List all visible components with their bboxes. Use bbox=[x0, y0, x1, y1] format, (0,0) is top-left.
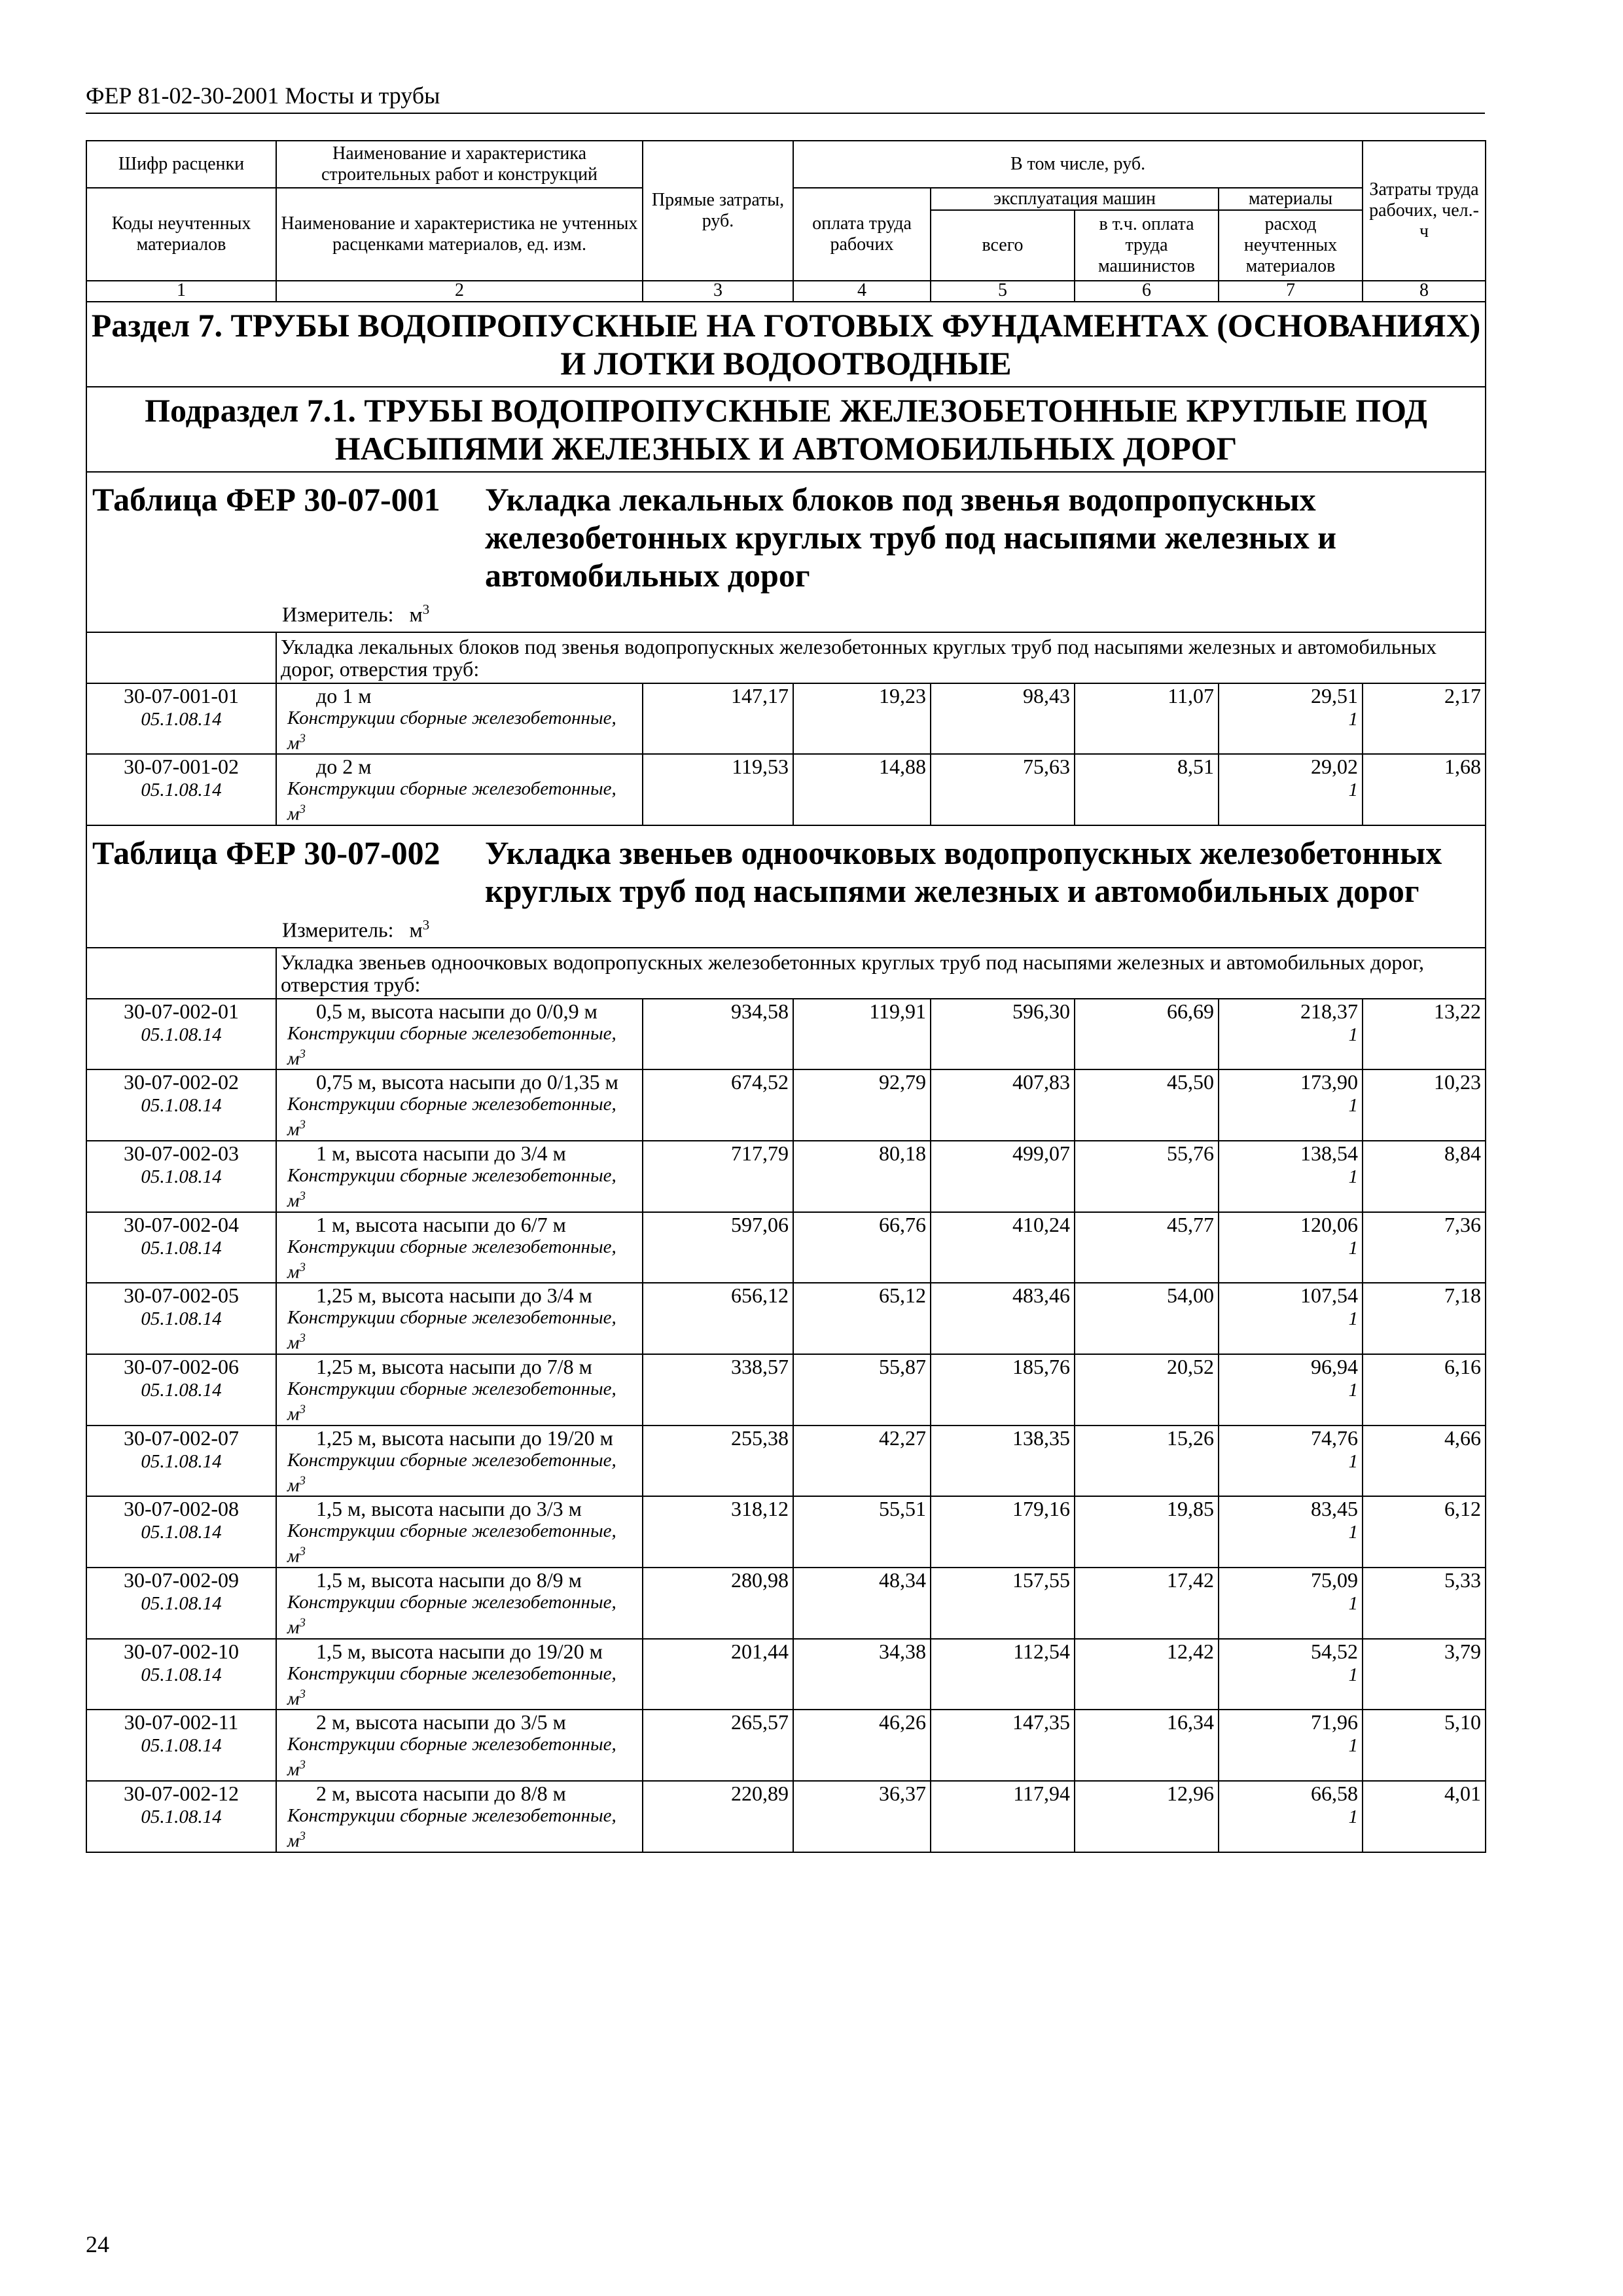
machinist-pay: 12,42 bbox=[1075, 1639, 1219, 1710]
work-name: 1,25 м, высота насыпи до 3/4 м bbox=[316, 1283, 592, 1308]
labor-hours: 7,36 bbox=[1363, 1212, 1486, 1283]
machine-ops-total: 112,54 bbox=[931, 1639, 1075, 1710]
material-name-text: Конструкции сборные железобетонные, м bbox=[287, 1022, 616, 1069]
rate-code: 30-07-002-03 bbox=[124, 1141, 239, 1165]
code-cell bbox=[86, 999, 276, 1070]
rate-code: 30-07-002-11 bbox=[124, 1710, 239, 1734]
materials-cost: 29,02 bbox=[1311, 755, 1359, 779]
rate-code: 30-07-002-06 bbox=[124, 1354, 239, 1378]
material-name-text: Конструкции сборные железобетонные, м bbox=[287, 1804, 616, 1852]
direct-costs: 597,06 bbox=[643, 1212, 793, 1283]
unit-line bbox=[282, 912, 1480, 943]
labor-pay: 65,12 bbox=[793, 1283, 931, 1354]
name-cell bbox=[276, 1069, 643, 1141]
material-unit-sup: 3 bbox=[299, 1402, 306, 1416]
subsection-title: Подраздел 7.1. ТРУБЫ ВОДОПРОПУСКНЫЕ ЖЕЛЕЗОБЕТОННЫЕ КРУГЛЫЕ ПОД НАСЫПЯМИ ЖЕЛЕЗНЫХ И АВТОМОБИЛЬНЫХ ДОРОГ bbox=[86, 387, 1486, 472]
code-cell bbox=[86, 1426, 276, 1497]
name-cell bbox=[276, 1639, 643, 1710]
materials-cost: 66,58 bbox=[1311, 1781, 1359, 1805]
running-header: ФЕР 81-02-30-2001 Мосты и трубы bbox=[86, 81, 1485, 114]
col-number: 2 bbox=[276, 281, 643, 302]
direct-costs: 717,79 bbox=[643, 1141, 793, 1212]
materials-cell bbox=[1219, 1283, 1363, 1354]
code-cell bbox=[86, 1496, 276, 1568]
materials-cost: 75,09 bbox=[1311, 1568, 1359, 1592]
material-code: 05.1.08.14 bbox=[141, 1522, 222, 1543]
material-unit-sup: 3 bbox=[299, 1687, 306, 1701]
material-name bbox=[287, 708, 638, 754]
unit-value: м bbox=[409, 918, 423, 942]
materials-cost: 120,06 bbox=[1300, 1212, 1359, 1236]
table-code: Таблица ФЕР 30-07-002 bbox=[92, 834, 440, 871]
name-cell bbox=[276, 683, 643, 755]
labor-hours: 4,66 bbox=[1363, 1426, 1486, 1497]
material-code: 05.1.08.14 bbox=[141, 1095, 222, 1117]
material-unit-sup: 3 bbox=[299, 1545, 306, 1559]
machine-ops-total: 98,43 bbox=[931, 683, 1075, 755]
materials-cost: 71,96 bbox=[1311, 1710, 1359, 1734]
labor-pay: 92,79 bbox=[793, 1069, 931, 1141]
material-name bbox=[287, 1520, 638, 1567]
rate-code: 30-07-001-02 bbox=[124, 755, 239, 779]
unaccounted-qty: 1 bbox=[1348, 1308, 1359, 1330]
name-cell bbox=[276, 1141, 643, 1212]
material-code: 05.1.08.14 bbox=[141, 1592, 222, 1614]
labor-hours: 2,17 bbox=[1363, 683, 1486, 755]
labor-hours: 5,33 bbox=[1363, 1568, 1486, 1639]
materials-cell bbox=[1219, 1710, 1363, 1781]
labor-hours: 1,68 bbox=[1363, 754, 1486, 825]
code-cell bbox=[86, 1141, 276, 1212]
direct-costs: 147,17 bbox=[643, 683, 793, 755]
material-unit-sup: 3 bbox=[299, 1047, 306, 1061]
materials-cost: 138,54 bbox=[1300, 1141, 1359, 1165]
unaccounted-qty: 1 bbox=[1348, 780, 1359, 801]
machinist-pay: 11,07 bbox=[1075, 683, 1219, 755]
material-name bbox=[287, 1094, 638, 1140]
material-name-text: Конструкции сборные железобетонные, м bbox=[287, 1094, 616, 1140]
work-name: 1,25 м, высота насыпи до 7/8 м bbox=[316, 1354, 592, 1378]
material-name bbox=[287, 778, 638, 825]
material-name-text: Конструкции сборные железобетонные, м bbox=[287, 1520, 616, 1567]
table-row bbox=[86, 1781, 1486, 1852]
labor-pay: 66,76 bbox=[793, 1212, 931, 1283]
materials-cell bbox=[1219, 1354, 1363, 1426]
direct-costs: 119,53 bbox=[643, 754, 793, 825]
machine-ops-total: 596,30 bbox=[931, 999, 1075, 1070]
material-unit-sup: 3 bbox=[299, 1189, 306, 1203]
machinist-pay: 12,96 bbox=[1075, 1781, 1219, 1852]
code-cell bbox=[86, 754, 276, 825]
col-number: 7 bbox=[1219, 281, 1363, 302]
materials-cell bbox=[1219, 683, 1363, 755]
code-cell bbox=[86, 1212, 276, 1283]
materials-cell bbox=[1219, 999, 1363, 1070]
col-number: 4 bbox=[793, 281, 931, 302]
material-name-text: Конструкции сборные железобетонные, м bbox=[287, 1164, 616, 1211]
machinist-pay: 19,85 bbox=[1075, 1496, 1219, 1568]
col-number: 6 bbox=[1075, 281, 1219, 302]
material-code: 05.1.08.14 bbox=[141, 1735, 222, 1757]
work-name: 0,5 м, высота насыпи до 0/0,9 м bbox=[316, 999, 597, 1023]
col-number: 5 bbox=[931, 281, 1075, 302]
machine-ops-total: 499,07 bbox=[931, 1141, 1075, 1212]
labor-pay: 80,18 bbox=[793, 1141, 931, 1212]
labor-hours: 8,84 bbox=[1363, 1141, 1486, 1212]
machinist-pay: 54,00 bbox=[1075, 1283, 1219, 1354]
col-number: 1 bbox=[86, 281, 276, 302]
code-cell bbox=[86, 1568, 276, 1639]
material-name bbox=[287, 1805, 638, 1852]
unaccounted-qty: 1 bbox=[1348, 1522, 1359, 1543]
head-including: В том числе, руб. bbox=[793, 141, 1363, 188]
material-name bbox=[287, 1378, 638, 1425]
head-code: Шифр расценки bbox=[86, 141, 276, 188]
name-cell bbox=[276, 1212, 643, 1283]
table-row bbox=[86, 1639, 1486, 1710]
table-row bbox=[86, 1069, 1486, 1141]
materials-cost: 74,76 bbox=[1311, 1426, 1359, 1450]
head-machine-ops: эксплуатация машин bbox=[931, 188, 1219, 210]
head-labor-pay: оплата труда рабочих bbox=[793, 188, 931, 281]
materials-cost: 218,37 bbox=[1300, 999, 1359, 1023]
material-unit-sup: 3 bbox=[299, 1615, 306, 1630]
head-direct: Прямые затраты, руб. bbox=[643, 141, 793, 281]
machine-ops-total: 157,55 bbox=[931, 1568, 1075, 1639]
unaccounted-qty: 1 bbox=[1348, 1024, 1359, 1045]
work-name: 0,75 м, высота насыпи до 0/1,35 м bbox=[316, 1070, 618, 1094]
table-row bbox=[86, 1710, 1486, 1781]
work-name: 2 м, высота насыпи до 8/8 м bbox=[316, 1781, 566, 1805]
labor-pay: 46,26 bbox=[793, 1710, 931, 1781]
rate-code: 30-07-002-07 bbox=[124, 1426, 239, 1450]
machinist-pay: 55,76 bbox=[1075, 1141, 1219, 1212]
material-code: 05.1.08.14 bbox=[141, 1308, 222, 1330]
code-cell bbox=[86, 1710, 276, 1781]
unit-value: м bbox=[409, 602, 423, 626]
code-cell bbox=[86, 1283, 276, 1354]
work-name: до 1 м bbox=[316, 683, 372, 708]
head-total: всего bbox=[931, 210, 1075, 281]
material-unit-sup: 3 bbox=[299, 1331, 306, 1346]
machinist-pay: 66,69 bbox=[1075, 999, 1219, 1070]
material-name-text: Конструкции сборные железобетонные, м bbox=[287, 1662, 616, 1710]
name-cell bbox=[276, 1568, 643, 1639]
machinist-pay: 45,50 bbox=[1075, 1069, 1219, 1141]
rate-code: 30-07-002-01 bbox=[124, 999, 239, 1023]
name-cell bbox=[276, 1496, 643, 1568]
name-cell bbox=[276, 1426, 643, 1497]
intro-spacer bbox=[86, 632, 276, 683]
materials-cost: 29,51 bbox=[1311, 683, 1359, 708]
labor-hours: 13,22 bbox=[1363, 999, 1486, 1070]
materials-cell bbox=[1219, 1496, 1363, 1568]
labor-pay: 55,51 bbox=[793, 1496, 931, 1568]
name-cell bbox=[276, 1710, 643, 1781]
table-row bbox=[86, 683, 1486, 755]
work-name: 1,5 м, высота насыпи до 8/9 м bbox=[316, 1568, 582, 1592]
labor-hours: 7,18 bbox=[1363, 1283, 1486, 1354]
price-table bbox=[86, 140, 1486, 1853]
labor-pay: 42,27 bbox=[793, 1426, 931, 1497]
col-number: 3 bbox=[643, 281, 793, 302]
direct-costs: 280,98 bbox=[643, 1568, 793, 1639]
work-name: 2 м, высота насыпи до 3/5 м bbox=[316, 1710, 566, 1734]
table-row bbox=[86, 1426, 1486, 1497]
machine-ops-total: 138,35 bbox=[931, 1426, 1075, 1497]
table-title: Укладка лекальных блоков под звенья водопропускных железобетонных круглых труб под насыпями железных и автомобильных дорог bbox=[485, 481, 1337, 594]
head-unaccounted-consumption: расход неучтенных материалов bbox=[1219, 210, 1363, 281]
rate-code: 30-07-002-05 bbox=[124, 1283, 239, 1308]
material-name bbox=[287, 1450, 638, 1496]
direct-costs: 674,52 bbox=[643, 1069, 793, 1141]
head-materials: материалы bbox=[1219, 188, 1363, 210]
material-code: 05.1.08.14 bbox=[141, 1379, 222, 1401]
table-group bbox=[86, 472, 1486, 825]
code-cell bbox=[86, 1639, 276, 1710]
table-row bbox=[86, 754, 1486, 825]
machinist-pay: 15,26 bbox=[1075, 1426, 1219, 1497]
unit-sup: 3 bbox=[422, 917, 430, 933]
labor-hours: 5,10 bbox=[1363, 1710, 1486, 1781]
table-head bbox=[86, 141, 1486, 472]
direct-costs: 265,57 bbox=[643, 1710, 793, 1781]
labor-pay: 34,38 bbox=[793, 1639, 931, 1710]
material-name-text: Конструкции сборные железобетонные, м bbox=[287, 1449, 616, 1496]
material-name bbox=[287, 1592, 638, 1638]
machine-ops-total: 483,46 bbox=[931, 1283, 1075, 1354]
material-code: 05.1.08.14 bbox=[141, 1664, 222, 1685]
material-name bbox=[287, 1734, 638, 1780]
material-name bbox=[287, 1307, 638, 1354]
materials-cost: 173,90 bbox=[1300, 1070, 1359, 1094]
name-cell bbox=[276, 754, 643, 825]
code-cell bbox=[86, 683, 276, 755]
material-unit-sup: 3 bbox=[299, 1260, 306, 1274]
rate-code: 30-07-002-02 bbox=[124, 1070, 239, 1094]
unaccounted-qty: 1 bbox=[1348, 1237, 1359, 1259]
material-name bbox=[287, 1023, 638, 1069]
labor-pay: 55,87 bbox=[793, 1354, 931, 1426]
code-cell bbox=[86, 1354, 276, 1426]
material-name bbox=[287, 1236, 638, 1283]
labor-pay: 19,23 bbox=[793, 683, 931, 755]
name-cell bbox=[276, 999, 643, 1070]
material-code: 05.1.08.14 bbox=[141, 1237, 222, 1259]
machinist-pay: 45,77 bbox=[1075, 1212, 1219, 1283]
materials-cell bbox=[1219, 1069, 1363, 1141]
materials-cell bbox=[1219, 754, 1363, 825]
machinist-pay: 16,34 bbox=[1075, 1710, 1219, 1781]
work-name: до 2 м bbox=[316, 755, 372, 779]
machine-ops-total: 75,63 bbox=[931, 754, 1075, 825]
labor-hours: 6,12 bbox=[1363, 1496, 1486, 1568]
material-unit-sup: 3 bbox=[299, 1758, 306, 1772]
material-code: 05.1.08.14 bbox=[141, 780, 222, 801]
work-name: 1,5 м, высота насыпи до 3/3 м bbox=[316, 1497, 582, 1521]
table-row bbox=[86, 1354, 1486, 1426]
unaccounted-qty: 1 bbox=[1348, 1379, 1359, 1401]
unaccounted-qty: 1 bbox=[1348, 1095, 1359, 1117]
rate-code: 30-07-002-08 bbox=[124, 1497, 239, 1521]
materials-cell bbox=[1219, 1426, 1363, 1497]
labor-hours: 6,16 bbox=[1363, 1354, 1486, 1426]
labor-pay: 48,34 bbox=[793, 1568, 931, 1639]
unit-label: Измеритель: bbox=[282, 918, 394, 942]
machine-ops-total: 117,94 bbox=[931, 1781, 1075, 1852]
table-row bbox=[86, 1568, 1486, 1639]
labor-hours: 3,79 bbox=[1363, 1639, 1486, 1710]
table-intro: Укладка лекальных блоков под звенья водопропускных железобетонных круглых труб под насыпями железных и автомобильных дорог, отверстия труб: bbox=[276, 632, 1486, 683]
rate-code: 30-07-002-12 bbox=[124, 1781, 239, 1805]
labor-hours: 4,01 bbox=[1363, 1781, 1486, 1852]
material-code: 05.1.08.14 bbox=[141, 1024, 222, 1045]
material-code: 05.1.08.14 bbox=[141, 1806, 222, 1827]
machine-ops-total: 185,76 bbox=[931, 1354, 1075, 1426]
table-group bbox=[86, 825, 1486, 1852]
machinist-pay: 20,52 bbox=[1075, 1354, 1219, 1426]
machinist-pay: 8,51 bbox=[1075, 754, 1219, 825]
direct-costs: 338,57 bbox=[643, 1354, 793, 1426]
work-name: 1,25 м, высота насыпи до 19/20 м bbox=[316, 1426, 613, 1450]
unit-label: Измеритель: bbox=[282, 602, 394, 626]
table-intro: Укладка звеньев одноочковых водопропускных железобетонных круглых труб под насыпями железных и автомобильных дорог, отверстия труб: bbox=[276, 948, 1486, 999]
labor-pay: 36,37 bbox=[793, 1781, 931, 1852]
page-number: 24 bbox=[86, 2231, 109, 2257]
table-caption bbox=[86, 472, 1486, 632]
table-row bbox=[86, 1212, 1486, 1283]
work-name: 1,5 м, высота насыпи до 19/20 м bbox=[316, 1639, 603, 1663]
unaccounted-qty: 1 bbox=[1348, 708, 1359, 730]
rate-code: 30-07-002-04 bbox=[124, 1212, 239, 1236]
head-machinist-pay: в т.ч. оплата труда машинистов bbox=[1075, 210, 1219, 281]
table-row bbox=[86, 1496, 1486, 1568]
work-name: 1 м, высота насыпи до 6/7 м bbox=[316, 1212, 566, 1236]
material-unit-sup: 3 bbox=[299, 802, 306, 817]
unaccounted-qty: 1 bbox=[1348, 1735, 1359, 1757]
material-unit-sup: 3 bbox=[299, 1118, 306, 1132]
unaccounted-qty: 1 bbox=[1348, 1806, 1359, 1827]
head-codes-unaccounted: Коды неучтенных материалов bbox=[86, 188, 276, 281]
head-name: Наименование и характеристика строительных работ и конструкций bbox=[276, 141, 643, 188]
material-code: 05.1.08.14 bbox=[141, 1450, 222, 1472]
materials-cost: 54,52 bbox=[1311, 1639, 1359, 1663]
unit-line bbox=[282, 597, 1480, 628]
labor-pay: 14,88 bbox=[793, 754, 931, 825]
direct-costs: 656,12 bbox=[643, 1283, 793, 1354]
name-cell bbox=[276, 1354, 643, 1426]
material-code: 05.1.08.14 bbox=[141, 708, 222, 730]
table-row bbox=[86, 999, 1486, 1070]
material-name-text: Конструкции сборные железобетонные, м bbox=[287, 1307, 616, 1354]
direct-costs: 201,44 bbox=[643, 1639, 793, 1710]
material-unit-sup: 3 bbox=[299, 1473, 306, 1488]
unaccounted-qty: 1 bbox=[1348, 1664, 1359, 1685]
material-name-text: Конструкции сборные железобетонные, м bbox=[287, 1378, 616, 1425]
col-number: 8 bbox=[1363, 281, 1486, 302]
material-name-text: Конструкции сборные железобетонные, м bbox=[287, 1734, 616, 1780]
material-name-text: Конструкции сборные железобетонные, м bbox=[287, 1236, 616, 1283]
unaccounted-qty: 1 bbox=[1348, 1592, 1359, 1614]
direct-costs: 220,89 bbox=[643, 1781, 793, 1852]
direct-costs: 255,38 bbox=[643, 1426, 793, 1497]
rate-code: 30-07-001-01 bbox=[124, 683, 239, 708]
rate-code: 30-07-002-10 bbox=[124, 1639, 239, 1663]
table-title: Укладка звеньев одноочковых водопропускных железобетонных круглых труб под насыпями железных и автомобильных дорог bbox=[485, 834, 1442, 909]
materials-cell bbox=[1219, 1141, 1363, 1212]
materials-cell bbox=[1219, 1212, 1363, 1283]
direct-costs: 318,12 bbox=[643, 1496, 793, 1568]
material-name-text: Конструкции сборные железобетонные, м bbox=[287, 1591, 616, 1638]
materials-cost: 83,45 bbox=[1311, 1497, 1359, 1521]
unaccounted-qty: 1 bbox=[1348, 1450, 1359, 1472]
table-row bbox=[86, 1141, 1486, 1212]
materials-cost: 96,94 bbox=[1311, 1354, 1359, 1378]
machine-ops-total: 179,16 bbox=[931, 1496, 1075, 1568]
material-name bbox=[287, 1663, 638, 1710]
section-title: Раздел 7. ТРУБЫ ВОДОПРОПУСКНЫЕ НА ГОТОВЫХ ФУНДАМЕНТАХ (ОСНОВАНИЯХ) И ЛОТКИ ВОДООТВОДНЫЕ bbox=[86, 302, 1486, 387]
material-name bbox=[287, 1165, 638, 1211]
machine-ops-total: 407,83 bbox=[931, 1069, 1075, 1141]
rate-code: 30-07-002-09 bbox=[124, 1568, 239, 1592]
intro-spacer bbox=[86, 948, 276, 999]
direct-costs: 934,58 bbox=[643, 999, 793, 1070]
material-code: 05.1.08.14 bbox=[141, 1166, 222, 1187]
table-caption bbox=[86, 825, 1486, 948]
material-unit-sup: 3 bbox=[299, 1829, 306, 1843]
machine-ops-total: 147,35 bbox=[931, 1710, 1075, 1781]
code-cell bbox=[86, 1781, 276, 1852]
name-cell bbox=[276, 1781, 643, 1852]
machinist-pay: 17,42 bbox=[1075, 1568, 1219, 1639]
labor-hours: 10,23 bbox=[1363, 1069, 1486, 1141]
material-name-text: Конструкции сборные железобетонные, м bbox=[287, 778, 616, 825]
head-labor-costs: Затраты труда рабочих, чел.-ч bbox=[1363, 141, 1486, 281]
materials-cell bbox=[1219, 1639, 1363, 1710]
materials-cost: 107,54 bbox=[1300, 1283, 1359, 1308]
material-name-text: Конструкции сборные железобетонные, м bbox=[287, 707, 616, 754]
name-cell bbox=[276, 1283, 643, 1354]
materials-cell bbox=[1219, 1781, 1363, 1852]
head-name-unaccounted: Наименование и характеристика не учтенных расценками материалов, ед. изм. bbox=[276, 188, 643, 281]
table-code: Таблица ФЕР 30-07-001 bbox=[92, 481, 440, 518]
unaccounted-qty: 1 bbox=[1348, 1166, 1359, 1187]
code-cell bbox=[86, 1069, 276, 1141]
machine-ops-total: 410,24 bbox=[931, 1212, 1075, 1283]
material-unit-sup: 3 bbox=[299, 731, 306, 745]
work-name: 1 м, высота насыпи до 3/4 м bbox=[316, 1141, 566, 1165]
unit-sup: 3 bbox=[422, 602, 430, 617]
labor-pay: 119,91 bbox=[793, 999, 931, 1070]
materials-cell bbox=[1219, 1568, 1363, 1639]
table-row bbox=[86, 1283, 1486, 1354]
